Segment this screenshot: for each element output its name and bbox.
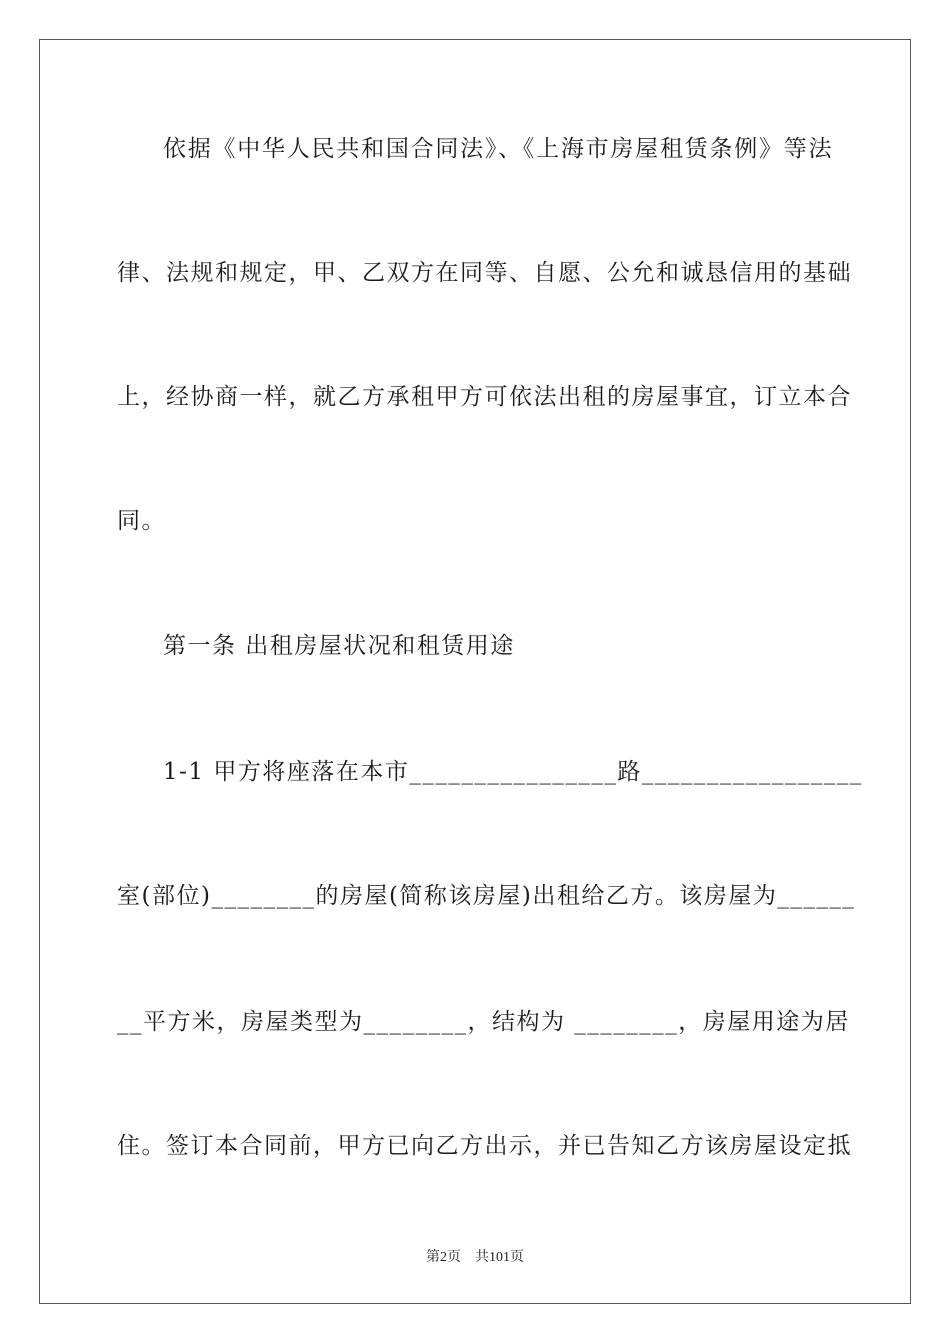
total-pages: 共101页 — [475, 1250, 524, 1265]
clause-line-2: 室(部位)________的房屋(简称该房屋)出租给乙方。该房屋为______ — [117, 883, 856, 909]
paragraph-line-2: 律、法规和规定，甲、乙双方在同等、自愿、公允和诚恳信用的基础 — [117, 260, 852, 286]
paragraph-line-3: 上，经协商一样，就乙方承租甲方可依法出租的房屋事宜，订立本合 — [117, 384, 852, 410]
clause-line-1: 1-1 甲方将座落在本市________________路_________________ — [163, 759, 863, 785]
paragraph-line-1: 依据《中华人民共和国合同法》、《上海市房屋租赁条例》等法 — [163, 136, 833, 162]
page-footer — [0, 1246, 950, 1266]
paragraph-line-4: 同。 — [117, 508, 166, 534]
section-heading: 第一条 出租房屋状况和租赁用途 — [163, 633, 515, 659]
clause-line-4: 住。签订本合同前，甲方已向乙方出示，并已告知乙方该房屋设定抵 — [117, 1133, 852, 1159]
page-frame — [39, 39, 911, 1304]
clause-line-3: __平方米，房屋类型为________，结构为 ________，房屋用途为居 — [117, 1009, 850, 1035]
page-number: 第2页 — [426, 1250, 461, 1265]
